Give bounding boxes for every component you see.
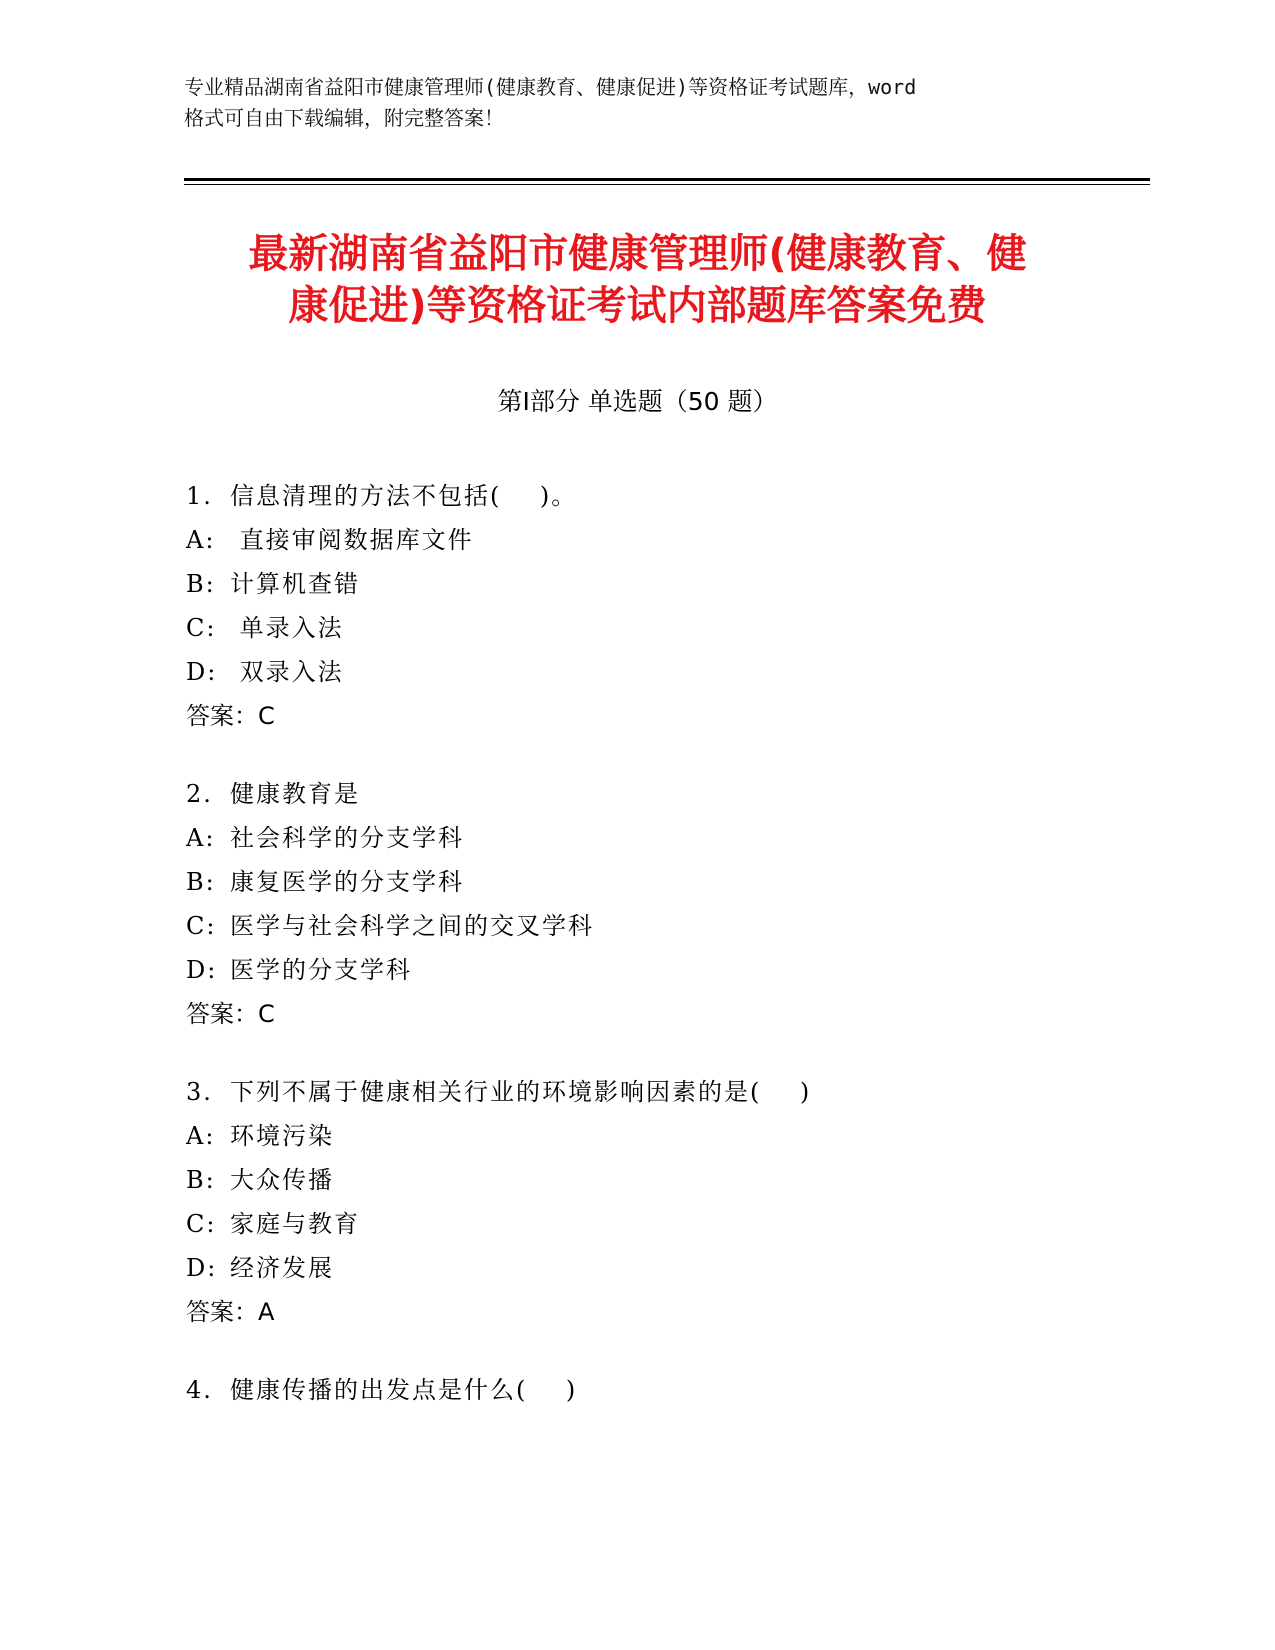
option-b	[186, 562, 1146, 606]
question-1	[186, 474, 1146, 738]
option-b	[186, 1158, 1146, 1202]
option-text: 单录入法	[230, 614, 344, 642]
option-letter: B:	[186, 1166, 216, 1194]
answer-line	[186, 1290, 1146, 1334]
option-text: 大众传播	[230, 1166, 334, 1194]
option-text: 社会科学的分支学科	[230, 824, 464, 852]
section-heading: 第Ⅰ部分 单选题（50 题）	[497, 387, 778, 416]
question-text: 信息清理的方法不包括( )。	[230, 482, 578, 510]
option-d	[186, 1246, 1146, 1290]
question-4	[186, 1368, 1146, 1412]
option-a	[186, 816, 1146, 860]
option-c	[186, 1202, 1146, 1246]
question-stem	[186, 474, 1146, 518]
option-d	[186, 948, 1146, 992]
option-letter: A:	[186, 1122, 216, 1150]
header-note-line-2: 格式可自由下载编辑，附完整答案！	[184, 106, 504, 130]
option-letter: D:	[186, 956, 218, 984]
option-letter: D:	[186, 658, 218, 686]
option-letter: B:	[186, 570, 216, 598]
option-letter: C:	[186, 614, 217, 642]
option-text: 家庭与教育	[230, 1210, 360, 1238]
question-list	[186, 474, 1146, 1446]
answer-line	[186, 694, 1146, 738]
document-title-line-1: 最新湖南省益阳市健康管理师(健康教育、健	[248, 231, 1027, 277]
question-stem	[186, 1368, 1146, 1412]
option-a	[186, 1114, 1146, 1158]
question-stem	[186, 772, 1146, 816]
header-rule-thin	[184, 184, 1150, 185]
option-text: 医学的分支学科	[230, 956, 412, 984]
option-text: 康复医学的分支学科	[230, 868, 464, 896]
answer-label: 答案：	[186, 1000, 258, 1028]
option-text: 环境污染	[230, 1122, 334, 1150]
question-stem	[186, 1070, 1146, 1114]
option-b	[186, 860, 1146, 904]
option-d	[186, 650, 1146, 694]
answer-value: C	[258, 702, 275, 730]
option-text: 直接审阅数据库文件	[230, 526, 474, 554]
answer-label: 答案：	[186, 702, 258, 730]
header-rule-thick	[184, 178, 1150, 181]
option-letter: C:	[186, 1210, 217, 1238]
question-number: 2.	[186, 780, 213, 808]
option-letter: D:	[186, 1254, 218, 1282]
option-c	[186, 606, 1146, 650]
option-letter: B:	[186, 868, 216, 896]
option-letter: C:	[186, 912, 217, 940]
option-text: 双录入法	[230, 658, 344, 686]
question-text: 健康教育是	[230, 780, 360, 808]
option-text: 经济发展	[230, 1254, 334, 1282]
answer-value: A	[258, 1298, 275, 1326]
option-text: 医学与社会科学之间的交叉学科	[230, 912, 594, 940]
answer-value: C	[258, 1000, 275, 1028]
question-number: 4.	[186, 1376, 213, 1404]
question-text: 健康传播的出发点是什么( )	[230, 1376, 578, 1404]
option-letter: A:	[186, 824, 216, 852]
option-a	[186, 518, 1146, 562]
option-letter: A:	[186, 526, 216, 554]
document-title	[170, 228, 1105, 332]
document-title-line-2: 康促进)等资格证考试内部题库答案免费	[288, 283, 987, 329]
question-3	[186, 1070, 1146, 1334]
question-2	[186, 772, 1146, 1036]
header-note	[184, 72, 1084, 134]
question-text: 下列不属于健康相关行业的环境影响因素的是( )	[230, 1078, 812, 1106]
question-number: 1.	[186, 482, 213, 510]
option-text: 计算机查错	[230, 570, 360, 598]
option-c	[186, 904, 1146, 948]
answer-label: 答案：	[186, 1298, 258, 1326]
header-note-line-1: 专业精品湖南省益阳市健康管理师(健康教育、健康促进)等资格证考试题库，word	[184, 75, 917, 99]
question-number: 3.	[186, 1078, 213, 1106]
answer-line	[186, 992, 1146, 1036]
